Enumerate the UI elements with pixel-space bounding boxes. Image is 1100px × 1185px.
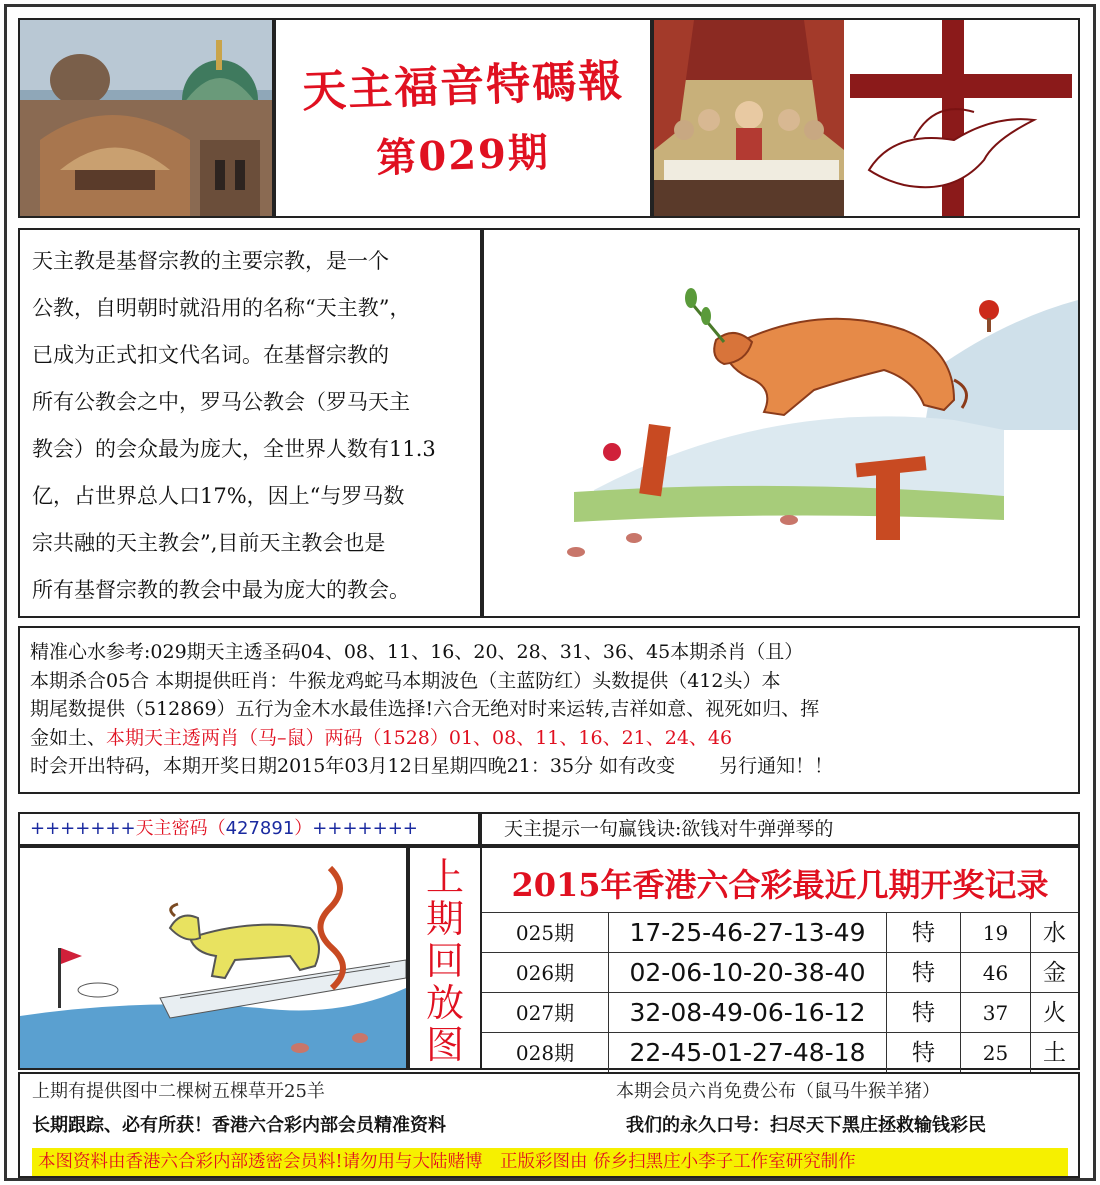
special-label-cell: 特 (886, 1033, 960, 1073)
replay-char: 上 (425, 855, 464, 899)
table-row (482, 992, 1078, 1033)
hint-bar (480, 812, 1080, 846)
numbers-cell: 32-08-49-06-16-12 (608, 993, 886, 1033)
issue-cell: 028期 (515, 1041, 575, 1065)
tips-line: 精准心水参考:029期天主透圣码04、08、11、16、20、28、31、36、45本期杀肖（且） (30, 641, 804, 663)
footer-slogan: 我们的永久口号：扫尽天下黑庄拯救输钱彩民 (626, 1115, 986, 1136)
tips-line: 本期杀合05合 本期提供旺肖：牛猴龙鸡蛇马本期波色（主蓝防红）头数提供（412头）本 (30, 669, 781, 692)
special-label-cell: 特 (886, 913, 960, 953)
intro-line: 天主教是基督宗教的主要宗教，是一个 (32, 249, 389, 273)
intro-line: 教会）的会众最为庞大，全世界人数有11.3 (32, 437, 436, 461)
element-cell: 土 (1030, 1033, 1078, 1073)
table-row (482, 912, 1078, 953)
hint-text: 天主提示一句赢钱诀:欲钱对牛弹弹琴的 (504, 818, 834, 840)
tips-line (30, 724, 1078, 753)
table-row (482, 952, 1078, 993)
special-number-cell: 19 (960, 913, 1030, 953)
footer-panel (18, 1072, 1080, 1178)
element-cell: 金 (1030, 953, 1078, 993)
footer-note: 本期会员六肖免费公布（鼠马牛猴羊猪） (616, 1081, 940, 1102)
issue-number: 第029期 (375, 128, 551, 183)
draw-records-table (480, 846, 1080, 1070)
footer-note: 长期跟踪、必有所获！香港六合彩内部会员精准资料 (32, 1115, 446, 1136)
replay-char: 图 (425, 1023, 464, 1067)
tips-line: 期尾数提供（512869）五行为金木水最佳选择!六合无绝对时来运转,吉祥如意、视死如归、挥 (30, 698, 820, 720)
special-label-cell: 特 (886, 953, 960, 993)
intro-line: 宗共融的天主教会”,目前天主教会也是 (32, 531, 386, 555)
tips-highlight: 本期天主透两肖（马–鼠）两码（1528）01、08、11、16、21、24、46 (106, 726, 733, 749)
element-cell: 水 (1030, 913, 1078, 953)
tips-line-prefix: 金如土、 (30, 726, 107, 749)
intro-line: 公教，自明朝时就沿用的名称“天主教”， (32, 296, 411, 320)
footer-banner-text: 本图资料由香港六合彩内部透密会员料!请勿用与大陆赌博 正版彩图由 侨乡扫黑庄小李子工作室研究制作 (38, 1152, 856, 1172)
table-row (482, 1032, 1078, 1073)
lion-cartoon-image (482, 228, 1080, 618)
title-panel (274, 18, 652, 218)
issue-cell: 027期 (515, 1001, 575, 1025)
secret-code-label: 天主密码（ (135, 818, 226, 839)
goat-cartoon-image (18, 846, 408, 1070)
special-number-cell: 25 (960, 1033, 1030, 1073)
special-number-cell: 37 (960, 993, 1030, 1033)
intro-line: 所有基督宗教的教会中最为庞大的教会。 (32, 578, 410, 602)
cathedral-image (18, 18, 274, 218)
intro-line: 亿，占世界总人口17%，因上“与罗马数 (32, 484, 405, 508)
prediction-tips-panel (18, 626, 1080, 794)
replay-char: 回 (425, 939, 464, 983)
plus-decoration: +++++++ (30, 818, 136, 839)
footer-note: 上期有提供图中二棵树五棵草开25羊 (32, 1081, 325, 1102)
numbers-cell: 02-06-10-20-38-40 (608, 953, 886, 993)
replay-char: 放 (425, 981, 464, 1025)
issue-cell: 025期 (515, 921, 575, 945)
intro-text-panel (18, 228, 482, 618)
last-supper-image (652, 18, 1080, 218)
secret-code-close: ） (294, 818, 313, 839)
numbers-cell: 17-25-46-27-13-49 (608, 913, 886, 953)
intro-line: 已成为正式扣文代名词。在基督宗教的 (32, 343, 389, 367)
secret-code-value: 427891 (225, 818, 295, 839)
footer-banner (32, 1148, 1068, 1176)
newspaper-title: 天主福音特碼報 (301, 55, 625, 118)
intro-line: 所有公教会之中，罗马公教会（罗马天主 (32, 390, 410, 414)
special-number-cell: 46 (960, 953, 1030, 993)
secret-code-bar (18, 812, 480, 846)
numbers-cell: 22-45-01-27-48-18 (608, 1033, 886, 1073)
plus-decoration: +++++++ (312, 818, 418, 839)
element-cell: 火 (1030, 993, 1078, 1033)
records-title: 2015年香港六合彩最近几期开奖记录 (511, 866, 1049, 904)
special-label-cell: 特 (886, 993, 960, 1033)
last-issue-replay-label (408, 846, 482, 1070)
replay-char: 期 (425, 897, 464, 941)
issue-cell: 026期 (515, 961, 575, 985)
tips-line: 时会开出特码，本期开奖日期2015年03月12日星期四晚21：35分 如有改变 另行通知！！ (30, 755, 834, 777)
